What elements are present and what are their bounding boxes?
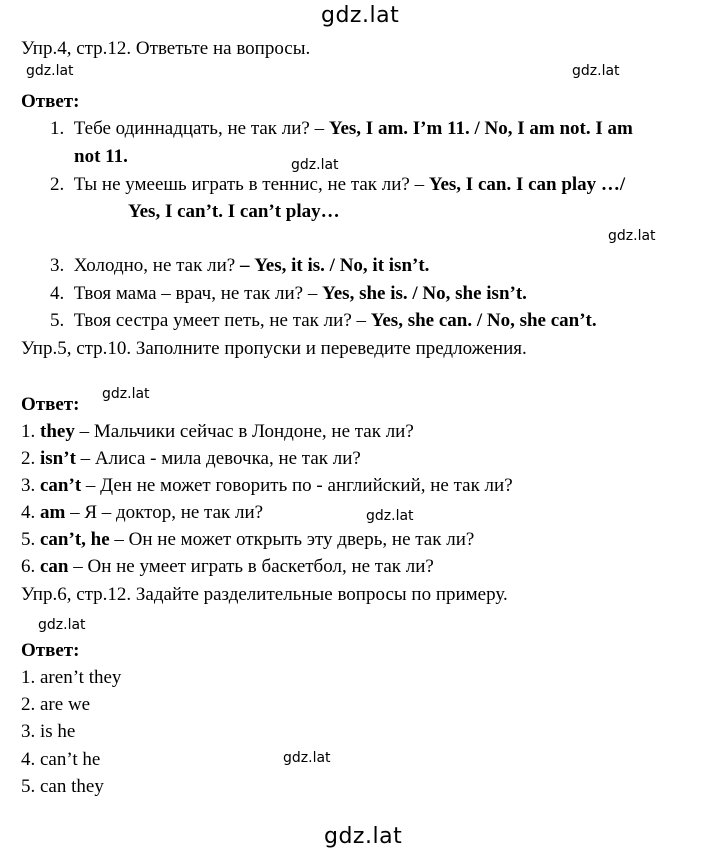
answer-item: 3. is he [21,721,76,742]
answer-item-continuation: Yes, I can’t. I can’t play… [128,201,340,222]
watermark: gdz.lat [38,617,86,633]
watermark: gdz.lat [26,63,74,79]
answer-label: Ответ: [21,91,80,112]
answer-item: 5. can’t, he – Он не может открыть эту дверь, не так ли? [21,529,475,550]
watermark: gdz.lat [608,228,656,244]
watermark: gdz.lat [291,157,339,173]
watermark: gdz.lat [102,386,150,402]
answer-item: 2. isn’t – Алиса - мила девочка, не так ли? [21,448,361,469]
answer-item: 1. Тебе одиннадцать, не так ли? – Yes, I am. I’m 11. / No, I am not. I am [50,118,633,139]
exercise-5-title: Упр.5, стр.10. Заполните пропуски и переведите предложения. [21,338,527,359]
watermark: gdz.lat [283,750,331,766]
answer-item: 5. can they [21,776,104,797]
answer-item: 1. aren’t they [21,667,122,688]
answer-item: 4. can’t he [21,749,101,770]
watermark: gdz.lat [321,3,400,28]
exercise-6-title: Упр.6, стр.12. Задайте разделительные вопросы по примеру. [21,584,508,605]
exercise-4-title: Упр.4, стр.12. Ответьте на вопросы. [21,38,311,59]
answer-item: 6. can – Он не умеет играть в баскетбол, не так ли? [21,556,434,577]
answer-item: 2. are we [21,694,91,715]
answer-item: 1. they – Мальчики сейчас в Лондоне, не так ли? [21,421,414,442]
answer-item: 3. Холодно, не так ли? – Yes, it is. / No, it isn’t. [50,255,430,276]
answer-label: Ответ: [21,394,80,415]
answer-label: Ответ: [21,640,80,661]
watermark: gdz.lat [572,63,620,79]
answer-item-continuation: not 11. [74,146,128,167]
answer-item: 2. Ты не умеешь играть в теннис, не так ли? – Yes, I can. I can play …/ [50,174,626,195]
answer-item: 4. Твоя мама – врач, не так ли? – Yes, she is. / No, she isn’t. [50,283,527,304]
answer-item: 5. Твоя сестра умеет петь, не так ли? – Yes, she can. / No, she can’t. [50,310,597,331]
watermark: gdz.lat [366,508,414,524]
answer-item: 4. am – Я – доктор, не так ли? [21,502,264,523]
answer-item: 3. can’t – Ден не может говорить по - английский, не так ли? [21,475,513,496]
watermark: gdz.lat [324,824,403,849]
